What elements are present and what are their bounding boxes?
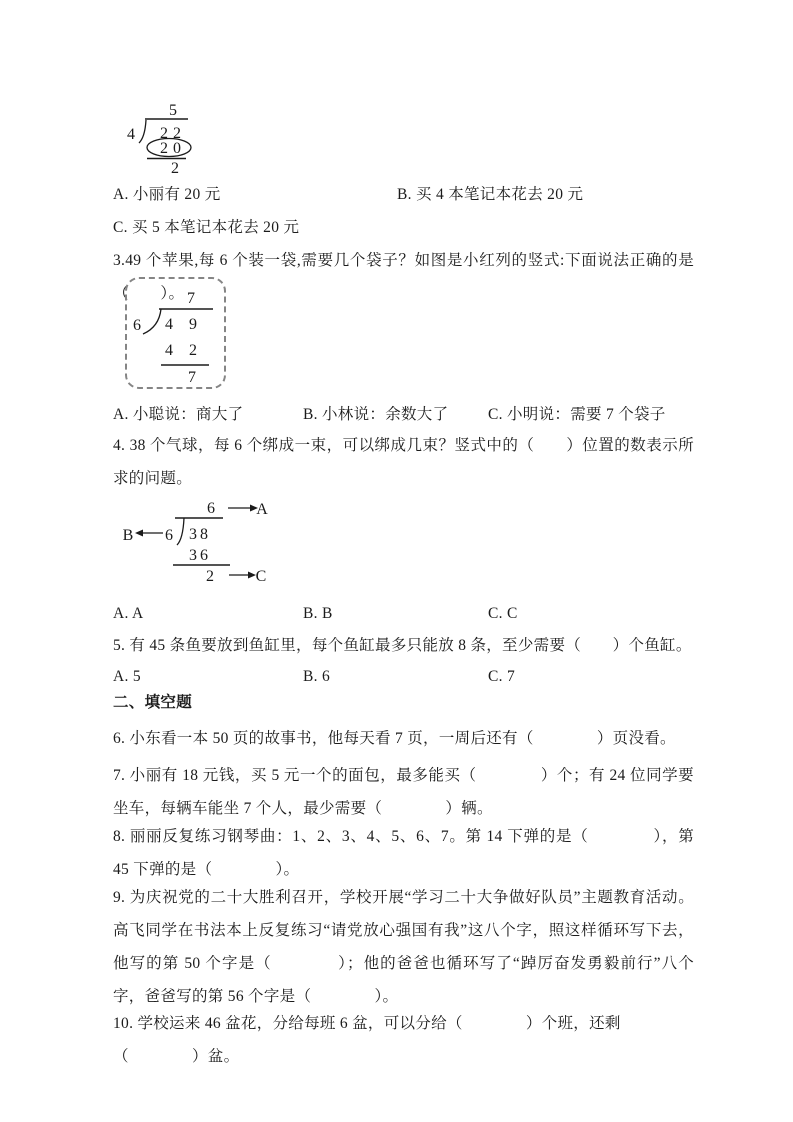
section-two-title: 二、填空题 [113, 694, 193, 711]
q4-long-division-diagram [112, 490, 277, 595]
q4-product: 36 [189, 547, 211, 564]
question-7-stem: 7. 小丽有 18 元钱，买 5 元一个的面包，最多能买（ ）个；有 24 位同学要坐车，每辆车能坐 7 个人，最少需要（ ）辆。 [113, 767, 694, 817]
division-bracket [143, 309, 161, 334]
q3-dividend: 49 [165, 316, 213, 333]
q3-division-svg [126, 278, 227, 390]
q2-long-division-diagram [110, 95, 225, 185]
q4-label-a: A [256, 501, 268, 518]
q4-division-svg [112, 490, 277, 590]
q4-option-c: C. C [488, 605, 518, 622]
q3-long-division-diagram [126, 278, 227, 395]
arrow-to-b-head-icon [135, 530, 143, 537]
q2-option-a: A. 小丽有 20 元 [113, 186, 221, 203]
q2-remainder: 2 [171, 160, 179, 177]
q4-dividend: 38 [189, 526, 211, 543]
q5-option-a: A. 5 [113, 668, 141, 685]
q2-quotient: 5 [169, 102, 177, 119]
q4-divisor: 6 [165, 527, 173, 544]
question-10-stem: 10. 学校运来 46 盆花，分给每班 6 盆，可以分给（ ）个班，还剩（ ）盆。 [113, 1015, 621, 1065]
q3-option-a: A. 小聪说：商大了 [113, 406, 244, 423]
q2-division-svg [110, 95, 225, 180]
question-3-stem: 3.49 个苹果,每 6 个装一袋,需要几个袋子？如图是小红列的竖式:下面说法正确的是（ ）。 [113, 252, 694, 302]
q4-label-c: C [255, 568, 267, 585]
q3-divisor: 6 [133, 317, 141, 334]
q2-option-c: C. 买 5 本笔记本花去 20 元 [113, 219, 300, 236]
question-4-stem: 4. 38 个气球，每 6 个绑成一束，可以绑成几束？竖式中的（ ）位置的数表示所求的问题。 [113, 437, 694, 487]
q2-divisor: 4 [127, 126, 135, 143]
division-bracket [139, 120, 146, 143]
q2-option-b: B. 买 4 本笔记本花去 20 元 [397, 186, 584, 203]
q3-options-row [113, 398, 694, 431]
q3-quotient: 7 [187, 290, 195, 307]
q3-remainder: 7 [188, 369, 196, 386]
question-8-stem: 8. 丽丽反复练习钢琴曲：1、2、3、4、5、6、7。第 14 下弹的是（ ），第 45 下弹的是（ ）。 [113, 828, 694, 878]
q2-dividend: 22 [160, 125, 186, 142]
q4-option-b: B. B [303, 605, 333, 622]
question-9-stem: 9. 为庆祝党的二十大胜利召开，学校开展“学习二十大争做好队员”主题教育活动。高飞同学在书法本上反复练习“请党放心强国有我”这八个字，照这样循环写下去，他写的第 50 个字是（ ）；他的爸爸也循环写了“踔厉奋发勇毅前行”八个字，爸爸写的第 56 个字是（ ）。 [113, 889, 694, 1005]
q5-option-b: B. 6 [303, 668, 331, 685]
q2-product: 20 [160, 140, 186, 157]
question-5-stem: 5. 有 45 条鱼要放到鱼缸里，每个鱼缸最多只能放 8 条，至少需要（ ）个鱼缸。 [113, 637, 692, 654]
q4-options-row [113, 597, 694, 630]
q4-quotient: 6 [207, 500, 215, 517]
division-bracket [177, 518, 184, 545]
q2-options-row-1 [113, 178, 694, 211]
q4-label-b: B [122, 527, 134, 544]
q3-option-b: B. 小林说：余数大了 [303, 406, 449, 423]
question-6-stem: 6. 小东看一本 50 页的故事书，他每天看 7 页，一周后还有（ ）页没看。 [113, 730, 676, 747]
q3-option-c: C. 小明说：需要 7 个袋子 [488, 406, 666, 423]
q4-remainder: 2 [206, 568, 214, 585]
q3-product: 42 [165, 342, 213, 359]
q4-option-a: A. A [113, 605, 144, 622]
q5-option-c: C. 7 [488, 668, 516, 685]
